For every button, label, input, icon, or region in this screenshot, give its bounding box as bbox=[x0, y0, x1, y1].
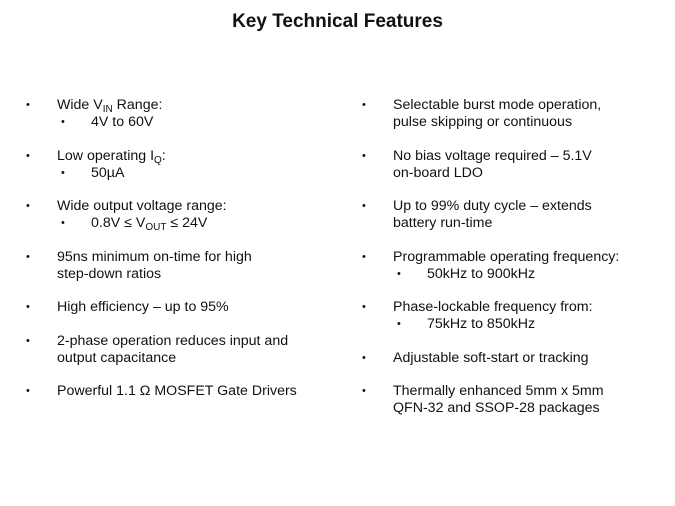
item-text: battery run-time bbox=[393, 215, 493, 231]
list-item bbox=[26, 299, 336, 316]
item-text: step-down ratios bbox=[57, 265, 162, 282]
item-text: Powerful 1.1 Ω MOSFET Gate Drivers bbox=[57, 383, 297, 399]
bullet: • bbox=[26, 200, 30, 212]
list-item bbox=[26, 383, 336, 400]
sub-item: • 75kHz to 850kHz bbox=[397, 316, 536, 332]
sub-item: • 50µA bbox=[61, 164, 125, 181]
bullet: • bbox=[61, 116, 65, 128]
item-text: Wide $V_{IN}$ Range: bbox=[57, 97, 163, 115]
bullet: • bbox=[397, 318, 401, 330]
item-text: High efficiency – up to 95% bbox=[57, 299, 229, 315]
list-item bbox=[26, 249, 336, 283]
item-text: 95ns minimum on-time for high bbox=[57, 248, 252, 265]
list-item bbox=[362, 249, 662, 283]
bullet: • bbox=[26, 301, 30, 313]
bullet: • bbox=[26, 149, 30, 162]
list-item bbox=[362, 383, 662, 417]
bullet: • bbox=[362, 301, 366, 313]
bullet: • bbox=[362, 200, 366, 212]
item-text: output capacitance bbox=[57, 349, 177, 366]
item-text: pulse skipping or continuous bbox=[393, 114, 573, 130]
bullet: • bbox=[26, 99, 30, 111]
bullet: • bbox=[362, 250, 366, 263]
item-text: Selectable burst mode operation, bbox=[393, 97, 602, 113]
item-text: on-board LDO bbox=[393, 164, 483, 181]
item-text: Thermally enhanced 5mm x 5mm bbox=[393, 383, 604, 399]
sub-item: • $0.8V \le V_{OUT} \le 24V$ bbox=[61, 215, 208, 233]
list-item bbox=[362, 350, 662, 367]
bullet: • bbox=[26, 385, 30, 397]
bullet: • bbox=[61, 217, 65, 229]
item-text: QFN-32 and SSOP-28 packages bbox=[393, 400, 600, 416]
bullet: • bbox=[362, 351, 366, 364]
item-text: Low operating $I_Q$: bbox=[57, 147, 166, 166]
bullet: • bbox=[61, 166, 65, 179]
sub-item: • 4V to 60V bbox=[61, 114, 154, 130]
bullet: • bbox=[362, 99, 366, 111]
list-item bbox=[362, 299, 662, 333]
list-item bbox=[26, 198, 336, 232]
bullet: • bbox=[26, 334, 30, 347]
bullet: • bbox=[362, 149, 366, 162]
list-item bbox=[26, 97, 336, 131]
bullet: • bbox=[362, 385, 366, 397]
item-text: Adjustable soft-start or tracking bbox=[393, 349, 589, 366]
list-item bbox=[26, 148, 336, 182]
left-feature-list bbox=[26, 97, 336, 417]
item-text: Wide output voltage range: bbox=[57, 198, 227, 214]
item-text: Up to 99% duty cycle – extends bbox=[393, 198, 592, 214]
slide-title: Key Technical Features bbox=[232, 11, 443, 32]
item-text: Phase-lockable frequency from: bbox=[393, 299, 593, 315]
item-text: Programmable operating frequency: bbox=[393, 248, 620, 265]
bullet: • bbox=[26, 250, 30, 263]
right-feature-list bbox=[362, 97, 662, 434]
item-text: 2-phase operation reduces input and bbox=[57, 332, 289, 349]
list-item bbox=[26, 333, 336, 367]
list-item bbox=[362, 97, 662, 131]
item-text: No bias voltage required – 5.1V bbox=[393, 147, 592, 164]
list-item bbox=[362, 198, 662, 232]
bullet: • bbox=[397, 267, 401, 280]
list-item bbox=[362, 148, 662, 182]
sub-item: • 50kHz to 900kHz bbox=[397, 265, 536, 282]
